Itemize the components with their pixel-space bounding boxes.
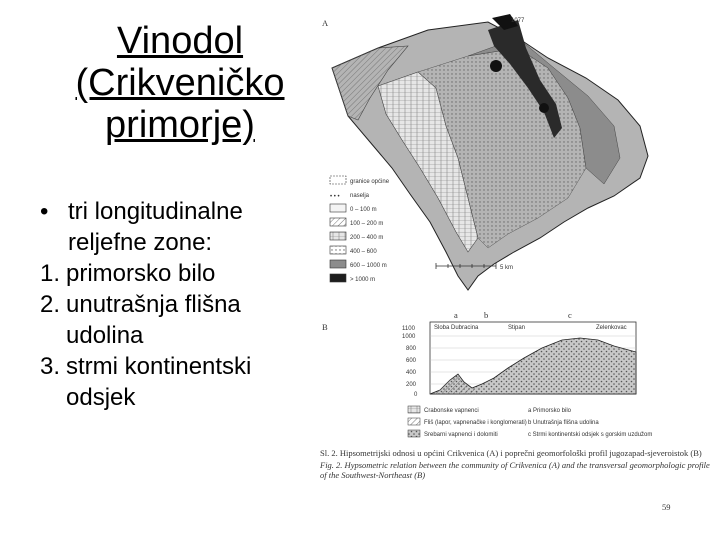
legend-b-left-2: Fliš (lapor, vapnenačke i konglomerati) bbox=[424, 420, 527, 426]
legend-b-right-3: c Strmi kontinentski odsjek s gorskim uzdužom bbox=[528, 432, 653, 438]
panel-a-label: A bbox=[322, 18, 329, 28]
legend-a-label-1: granice općine bbox=[350, 179, 390, 185]
y-tick: 1000 bbox=[402, 334, 416, 340]
legend-swatch bbox=[408, 430, 420, 437]
y-tick: 800 bbox=[406, 346, 417, 352]
scale-unit: 5 km bbox=[500, 265, 514, 271]
legend-swatch bbox=[408, 406, 420, 413]
caption-croatian: Sl. 2. Hipsometrijski odnosi u općini Crikvenica (A) i poprečni geomorfološki profil jugozapad-sjeveroistok (B) bbox=[320, 448, 702, 458]
y-tick: 0 bbox=[414, 392, 418, 398]
y-tick: 1100 bbox=[402, 326, 415, 332]
y-tick: 200 bbox=[406, 382, 417, 388]
profile-letter-c: c bbox=[568, 310, 572, 320]
legend-b bbox=[408, 406, 652, 438]
legend-swatch bbox=[330, 260, 346, 268]
bullet-item bbox=[40, 196, 320, 258]
legend-a-label-3: 0 – 100 m bbox=[350, 207, 377, 213]
legend-swatch bbox=[330, 274, 346, 282]
bullet-text: tri longitudinalne reljefne zone: bbox=[68, 198, 243, 256]
numbered-item-3 bbox=[40, 351, 320, 413]
profile-letters bbox=[454, 310, 572, 320]
bullet-marker: • bbox=[40, 198, 49, 225]
legend-b-right-2: b Unutrašnja flišna udolina bbox=[528, 420, 599, 426]
legend-a-label-5: 200 – 400 m bbox=[350, 235, 384, 241]
profile-letter-a: a bbox=[454, 310, 458, 320]
legend-swatch bbox=[408, 418, 420, 425]
hypsometric-map bbox=[332, 14, 648, 290]
bullet-list bbox=[40, 196, 320, 413]
legend-b-left-3: Srebarni vapnenci i dolomiti bbox=[424, 432, 498, 438]
numbered-text: strmi kontinentski odsjek bbox=[66, 353, 252, 411]
numbered-item-2 bbox=[40, 289, 320, 351]
legend-swatch bbox=[330, 232, 346, 240]
profile-y-axis bbox=[402, 326, 418, 398]
numbered-text: primorsko bilo bbox=[66, 260, 216, 287]
legend-a-label-4: 100 – 200 m bbox=[350, 221, 384, 227]
legend-b-right-1: a Primorsko bilo bbox=[528, 408, 572, 414]
title-line-3: primorje) bbox=[105, 104, 255, 146]
profile-place-2: Stipan bbox=[508, 325, 526, 331]
legend-swatch bbox=[330, 204, 346, 212]
legend-a-label-2: naselja bbox=[350, 193, 370, 199]
title-line-2: (Crikveničko bbox=[75, 62, 285, 104]
legend-a-label-7: 600 – 1000 m bbox=[350, 263, 387, 269]
y-tick: 400 bbox=[406, 370, 417, 376]
legend-swatch bbox=[330, 176, 346, 184]
legend-swatch bbox=[330, 218, 346, 226]
number-marker: 3. bbox=[40, 353, 61, 380]
slide-title bbox=[40, 20, 320, 146]
map-peak-label: 1077 bbox=[511, 18, 525, 24]
legend-a-label-8: > 1000 m bbox=[350, 277, 376, 283]
profile-place-1: Sloba Dubracina bbox=[434, 325, 479, 331]
number-marker: 2. bbox=[40, 291, 61, 318]
profile-letter-b: b bbox=[484, 310, 489, 320]
legend-a-label-6: 400 – 600 bbox=[350, 249, 377, 255]
figure-captions bbox=[320, 448, 712, 518]
legend-swatch bbox=[330, 246, 346, 254]
y-tick: 600 bbox=[406, 358, 417, 364]
number-marker: 1. bbox=[40, 260, 61, 287]
numbered-text: unutrašnja flišna udolina bbox=[66, 291, 241, 349]
page-number: 59 bbox=[662, 502, 671, 512]
panel-b-label: B bbox=[322, 322, 328, 332]
terrain-profile bbox=[430, 322, 636, 394]
legend-a bbox=[330, 176, 390, 283]
settlement-icon: • • • bbox=[330, 194, 340, 200]
hypsometric-figure bbox=[318, 8, 714, 528]
legend-b-left-1: Crabonske vapnenci bbox=[424, 408, 479, 414]
title-line-1: Vinodol bbox=[116, 20, 244, 62]
caption-english: Fig. 2. Hypsometric relation between the community of Crikvenica (A) and the transversal geomorphologic profile of the Southwest-Northeast (B) bbox=[320, 460, 710, 480]
numbered-item-1 bbox=[40, 258, 320, 289]
profile-place-3: Zelenkovac bbox=[596, 325, 627, 331]
